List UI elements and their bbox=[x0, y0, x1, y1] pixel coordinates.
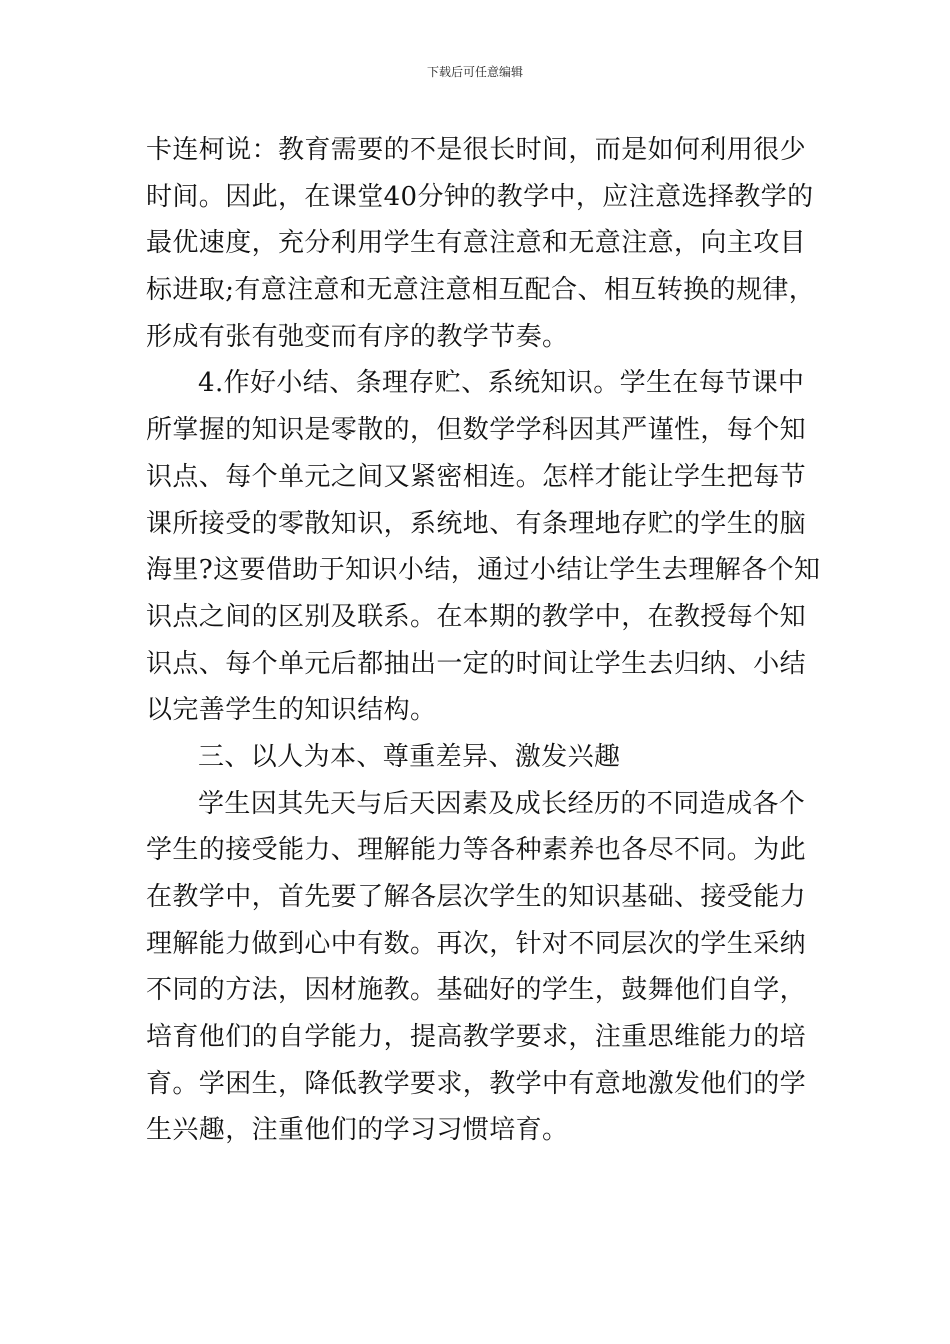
paragraph-start-line: 4.作好小结、条理存贮、系统知识。学生在每节课中 bbox=[198, 368, 805, 399]
text-line: 最优速度，充分利用学生有意注意和无意注意，向主攻目 bbox=[146, 228, 807, 259]
section-heading: 三、以人为本、尊重差异、激发兴趣 bbox=[198, 741, 621, 772]
text-line: 海里?这要借助于知识小结，通过小结让学生去理解各个知 bbox=[146, 555, 821, 586]
text-line: 时间。因此，在课堂40分钟的教学中，应注意选择教学的 bbox=[146, 181, 814, 212]
text-line: 标进取;有意注意和无意注意相互配合、相互转换的规律， bbox=[146, 275, 816, 306]
text-line: 学生的接受能力、理解能力等各种素养也各尽不同。为此 bbox=[146, 835, 807, 866]
text-line: 形成有张有弛变而有序的教学节奏。 bbox=[146, 321, 569, 352]
text-line: 生兴趣，注重他们的学习习惯培育。 bbox=[146, 1115, 569, 1146]
page-header: 下载后可任意编辑 bbox=[426, 65, 523, 79]
text-line: 不同的方法，因材施教。基础好的学生，鼓舞他们自学， bbox=[146, 975, 807, 1006]
text-line: 识点、每个单元之间又紧密相连。怎样才能让学生把每节 bbox=[146, 461, 807, 492]
text-line: 识点之间的区别及联系。在本期的教学中，在教授每个知 bbox=[146, 601, 807, 632]
text-line: 在教学中，首先要了解各层次学生的知识基础、接受能力 bbox=[146, 882, 807, 912]
body-text bbox=[146, 127, 821, 1154]
text-line: 识点、每个单元后都抽出一定的时间让学生去归纳、小结 bbox=[146, 648, 807, 679]
text-line: 理解能力做到心中有数。再次，针对不同层次的学生采纳 bbox=[146, 928, 807, 959]
text-line: 育。学困生，降低教学要求，教学中有意地激发他们的学 bbox=[146, 1068, 807, 1099]
text-line: 以完善学生的知识结构。 bbox=[146, 695, 437, 726]
text-line: 卡连柯说：教育需要的不是很长时间，而是如何利用很少 bbox=[146, 135, 807, 165]
text-line: 培育他们的自学能力，提高教学要求，注重思维能力的培 bbox=[146, 1022, 807, 1053]
text-line: 课所接受的零散知识，系统地、有条理地存贮的学生的脑 bbox=[146, 508, 807, 539]
text-line: 所掌握的知识是零散的，但数学学科因其严谨性，每个知 bbox=[146, 415, 807, 446]
paragraph-start-line: 学生因其先天与后天因素及成长经历的不同造成各个 bbox=[198, 788, 806, 819]
